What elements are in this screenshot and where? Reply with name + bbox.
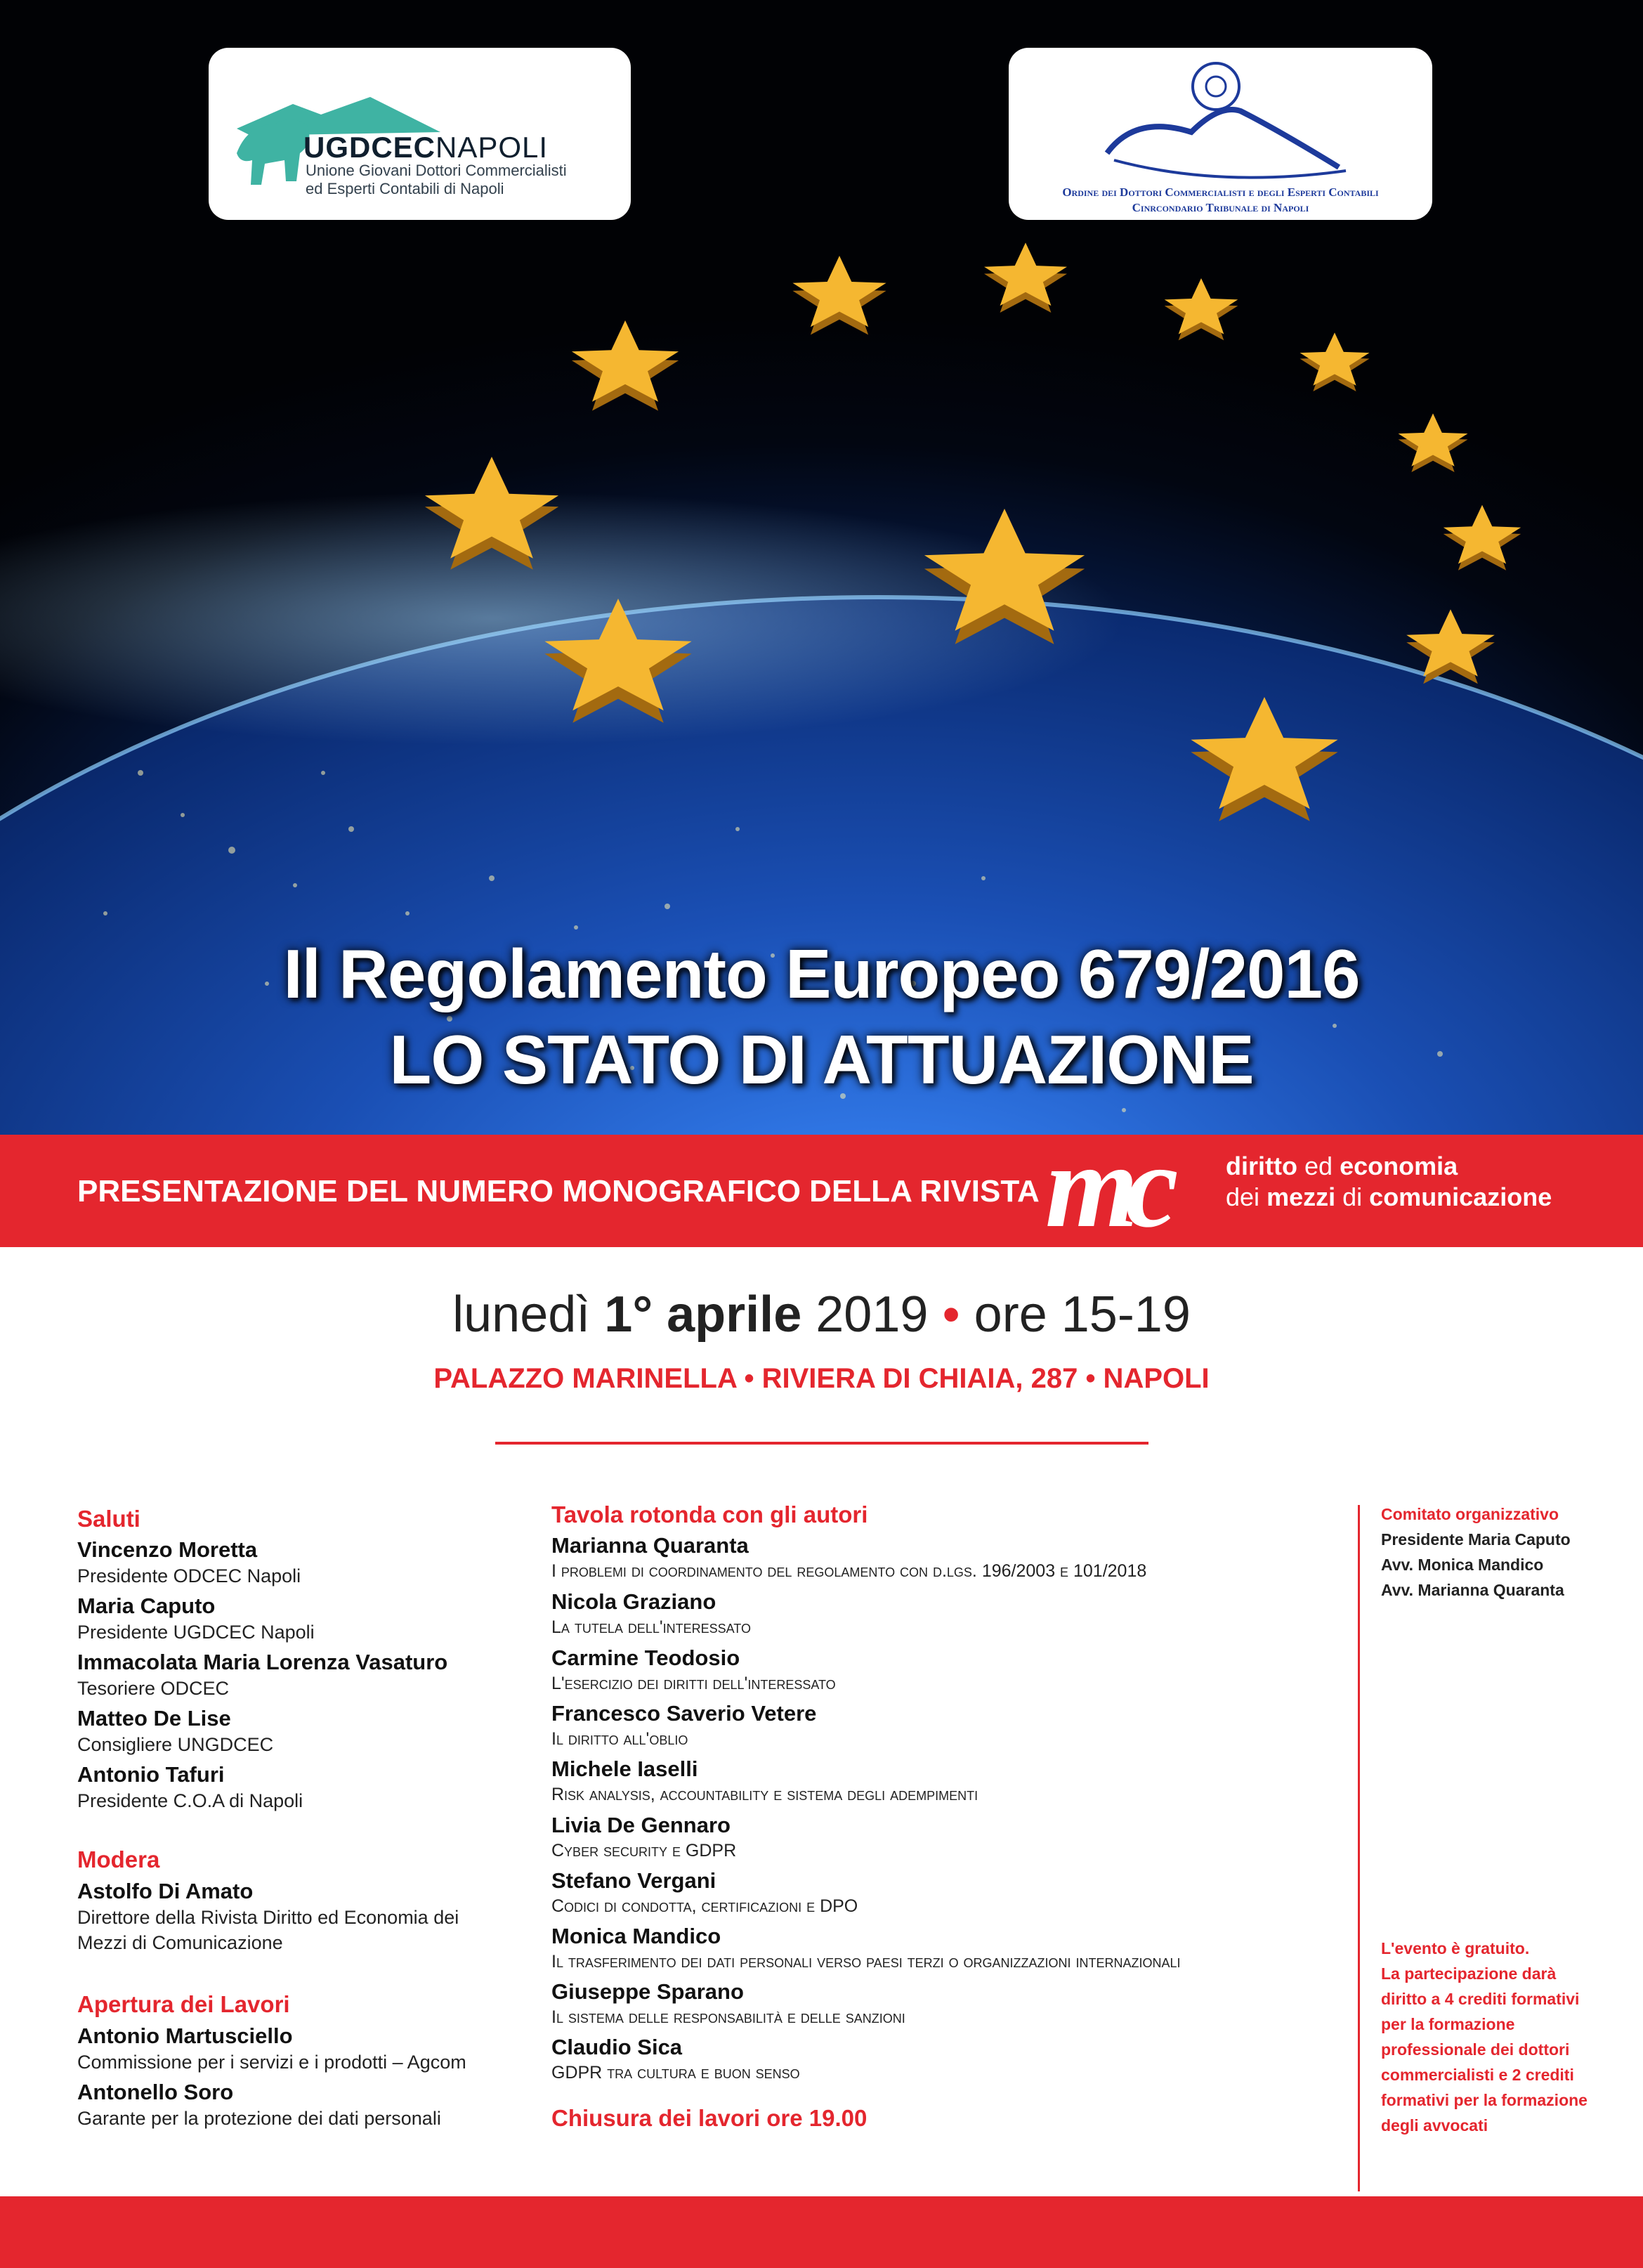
column-divider <box>1358 1505 1360 2191</box>
moderator-role: Direttore della Rivista Diritto ed Economia dei <box>77 1907 459 1928</box>
saluti-heading: Saluti <box>77 1506 140 1532</box>
roundtable-heading: Tavola rotonda con gli autori <box>551 1501 868 1527</box>
author-name: Michele Iaselli <box>551 1757 698 1781</box>
speaker-name: Maria Caputo <box>77 1594 216 1618</box>
magazine-name-line-2: dei mezzi di comunicazione <box>1226 1182 1552 1211</box>
main-title: Il Regolamento Europeo 679/2016 <box>283 935 1360 1012</box>
speaker-name: Vincenzo Moretta <box>77 1537 258 1562</box>
event-date: lunedì 1° aprile 2019 • ore 15-19 <box>452 1286 1191 1343</box>
main-subtitle: LO STATO DI ATTUAZIONE <box>389 1021 1254 1098</box>
author-topic: L'esercizio dei diritti dell'interessato <box>551 1674 836 1693</box>
author-topic: Il sistema delle responsabilità e delle sanzioni <box>551 2007 905 2027</box>
odcec-logo <box>1009 48 1432 220</box>
author-topic: Il trasferimento dei dati personali verso paesi terzi o organizzazioni internazionali <box>551 1952 1181 1972</box>
speaker-role: Presidente UGDCEC Napoli <box>77 1622 315 1643</box>
speaker-name: Matteo De Lise <box>77 1706 231 1731</box>
credits-note: La partecipazione darà <box>1381 1964 1557 1983</box>
mc-magazine-logo <box>1045 1149 1221 1237</box>
credits-note: professionale dei dottori <box>1381 2040 1570 2059</box>
ugdcec-subtitle-2: ed Esperti Contabili di Napoli <box>306 180 504 197</box>
author-topic: La tutela dell'interessato <box>551 1617 751 1637</box>
speaker-role: Commissione per i servizi e i prodotti – Agcom <box>77 2052 466 2073</box>
author-name: Marianna Quaranta <box>551 1533 749 1558</box>
speaker-role: Garante per la protezione dei dati personali <box>77 2108 441 2129</box>
free-event-note: L'evento è gratuito. <box>1381 1939 1530 1957</box>
footer-band <box>0 2196 1643 2268</box>
author-topic: Risk analysis, accountability e sistema degli adempimenti <box>551 1785 978 1804</box>
author-name: Stefano Vergani <box>551 1868 716 1893</box>
author-name: Nicola Graziano <box>551 1589 716 1614</box>
ugdcec-name: UGDCECNAPOLI <box>303 131 549 164</box>
closing-time: Chiusura dei lavori ore 19.00 <box>551 2105 868 2131</box>
ugdcec-logo <box>209 48 631 220</box>
presentation-text: PRESENTAZIONE DEL NUMERO MONOGRAFICO DELLA RIVISTA <box>77 1174 1040 1208</box>
author-name: Carmine Teodosio <box>551 1645 740 1670</box>
speaker-name: Antonio Martusciello <box>77 2023 293 2048</box>
committee-member: Avv. Marianna Quaranta <box>1381 1581 1564 1599</box>
odcec-name: Ordine dei Dottori Commercialisti e degli Esperti Contabili <box>1062 185 1379 199</box>
author-name: Monica Mandico <box>551 1924 721 1948</box>
magazine-name-line-1: diritto ed economia <box>1226 1152 1458 1180</box>
credits-note: per la formazione <box>1381 2015 1515 2033</box>
committee-heading: Comitato organizzativo <box>1381 1505 1559 1523</box>
committee-member: Presidente Maria Caputo <box>1381 1530 1571 1549</box>
ugdcec-subtitle-1: Unione Giovani Dottori Commercialisti <box>306 162 567 179</box>
apertura-heading: Apertura dei Lavori <box>77 1991 290 2017</box>
moderator-role: Mezzi di Comunicazione <box>77 1932 283 1953</box>
credits-note: degli avvocati <box>1381 2116 1488 2135</box>
modera-heading: Modera <box>77 1846 160 1872</box>
speaker-role: Presidente ODCEC Napoli <box>77 1565 301 1586</box>
speaker-name: Immacolata Maria Lorenza Vasaturo <box>77 1650 448 1674</box>
event-venue: PALAZZO MARINELLA • RIVIERA DI CHIAIA, 287 • NAPOLI <box>433 1363 1210 1394</box>
author-topic: Codici di condotta, certificazioni e DPO <box>551 1896 858 1916</box>
separator-line <box>495 1442 1148 1445</box>
speaker-role: Presidente C.O.A di Napoli <box>77 1790 303 1811</box>
credits-note: diritto a 4 crediti formativi <box>1381 1990 1580 2008</box>
credits-note: commercialisti e 2 crediti <box>1381 2066 1574 2084</box>
author-topic: Il diritto all'oblio <box>551 1729 688 1749</box>
moderator-name: Astolfo Di Amato <box>77 1879 254 1903</box>
author-topic: I problemi di coordinamento del regolamento con d.lgs. 196/2003 e 101/2018 <box>551 1561 1147 1581</box>
speaker-name: Antonello Soro <box>77 2080 234 2104</box>
speaker-name: Antonio Tafuri <box>77 1762 225 1787</box>
odcec-district: Cinrcondario Tribunale di Napoli <box>1132 201 1309 214</box>
author-name: Francesco Saverio Vetere <box>551 1701 817 1726</box>
speaker-role: Tesoriere ODCEC <box>77 1678 230 1699</box>
author-name: Livia De Gennaro <box>551 1813 731 1837</box>
committee-member: Avv. Monica Mandico <box>1381 1556 1544 1574</box>
svg-text:mc: mc <box>1045 1149 1166 1237</box>
author-topic: GDPR tra cultura e buon senso <box>551 2063 800 2083</box>
author-name: Claudio Sica <box>551 2035 683 2059</box>
presentation-band <box>0 1135 1643 1247</box>
speaker-role: Consigliere UNGDCEC <box>77 1734 274 1755</box>
credits-note: formativi per la formazione <box>1381 2091 1588 2109</box>
author-topic: Cyber security e GDPR <box>551 1841 737 1860</box>
author-name: Giuseppe Sparano <box>551 1979 744 2004</box>
